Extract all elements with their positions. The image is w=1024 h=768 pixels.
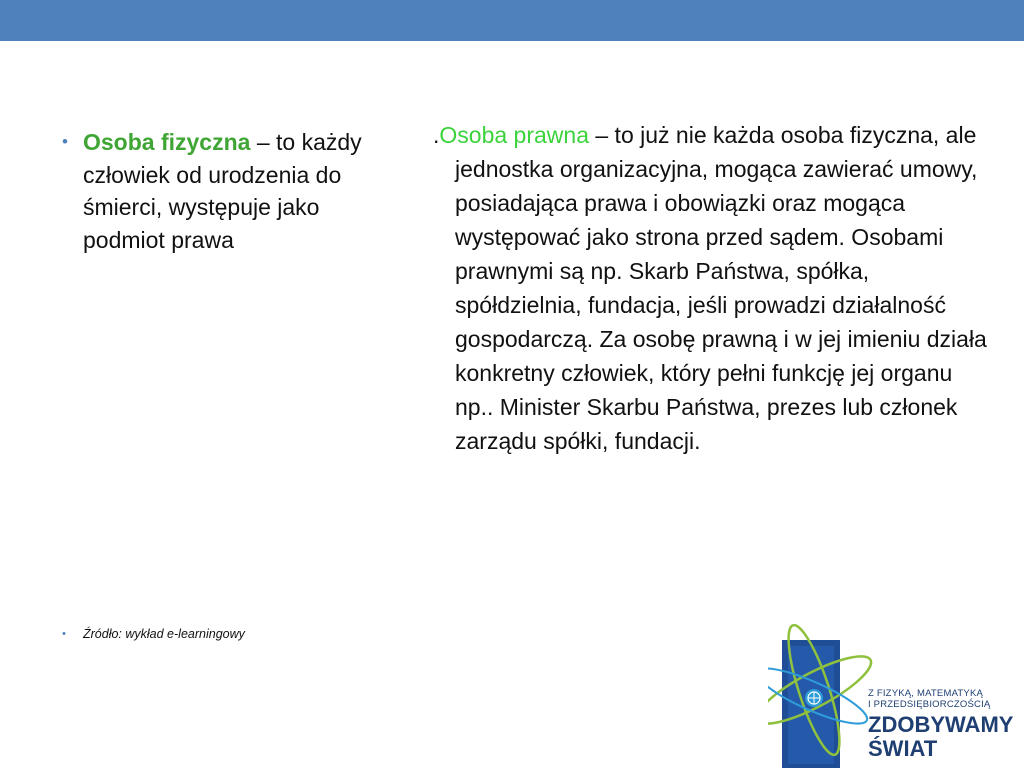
right-column [433,118,995,458]
bullet-marker: • [62,132,68,151]
bullet-item-natural-person [62,126,392,256]
source-note [62,626,413,642]
logo-tagline-line2: I PRZEDSIĘBIORCZOŚCIĄ [868,699,991,710]
project-logo [768,624,1024,768]
bullet-marker: • [62,628,66,640]
logo-title-line1: ZDOBYWAMY [868,712,1014,737]
prefix-dot: . [433,122,440,148]
logo-title-line2: ŚWIAT [868,736,938,761]
slide-header-bar [0,0,1024,41]
term-natural-person: Osoba fizyczna [83,129,251,155]
definition-legal-person: – to już nie każda osoba fizyczna, ale jednostka organizacyjna, mogąca zawierać umowy, posiadająca prawa i obowiązki oraz mogąca występować jako strona przed sądem. Osobami prawnymi są np. Skarb Państwa, spółka, spółdzielnia, fundacja, jeśli prowadzi działalność gospodarczą. Za osobę prawną i w jej imieniu działa konkretny człowiek, który pełni funkcję jej organu np.. Minister Skarbu Państwa, prezes lub członek zarządu spółki, fundacji. [455,122,987,454]
logo-tagline-line1: Z FIZYKĄ, MATEMATYKĄ [868,688,984,699]
left-column [62,126,392,256]
source-note-text: Źródło: wykład e-learningowy [83,627,245,641]
term-legal-person: Osoba prawna [439,122,589,148]
definition-natural-person: – to każdy człowiek od urodzenia do śmierci, występuje jako podmiot prawa [83,129,362,253]
